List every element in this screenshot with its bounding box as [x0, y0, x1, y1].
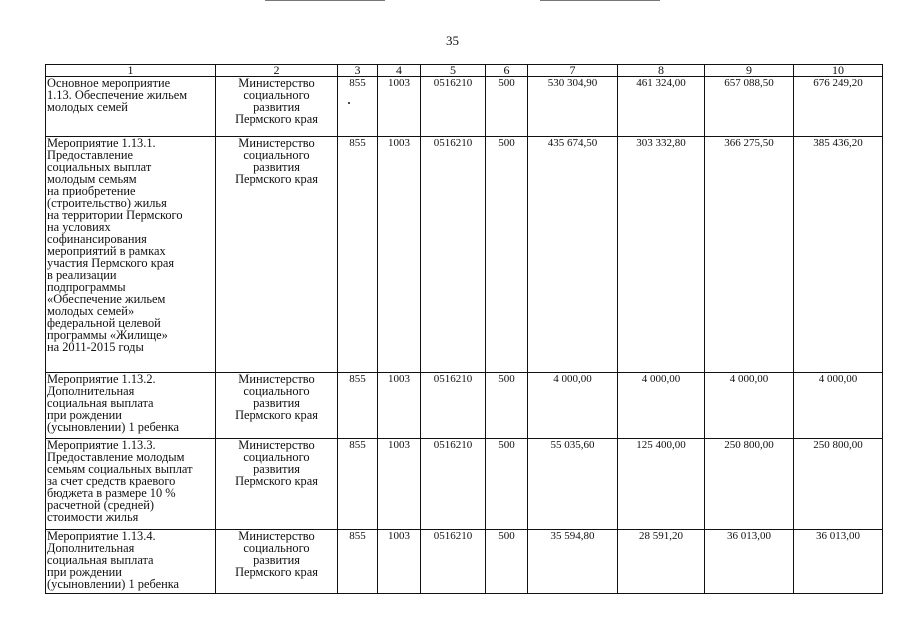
section-code-cell: 1003: [378, 77, 421, 137]
target-article-cell: 0516210: [421, 439, 486, 530]
activity-name-line: бюджета в размере 10 %: [47, 486, 176, 500]
top-border-left: [265, 0, 385, 1]
activity-name-line: Мероприятие 1.13.2.: [47, 372, 156, 386]
amount-cell: 55 035,60: [528, 439, 618, 530]
amount-cell: 366 275,50: [705, 137, 794, 373]
activity-name-line: Дополнительная: [47, 541, 135, 555]
amount-cell: 250 800,00: [705, 439, 794, 530]
activity-name-line: участия Пермского края: [47, 256, 175, 270]
activity-name-line: молодых семей»: [47, 304, 135, 318]
table-row: [46, 137, 883, 373]
activity-name-line: софинансирования: [47, 232, 147, 246]
ministry-line: Министерство: [238, 136, 315, 150]
activity-name-line: социальная выплата: [47, 553, 154, 567]
activity-name-line: 1.13. Обеспечение жильем: [47, 88, 188, 102]
activity-name-line: Предоставление: [47, 148, 133, 162]
activity-name-line: стоимости жилья: [47, 510, 139, 524]
activity-name-line: Мероприятие 1.13.3.: [47, 438, 156, 452]
amount-cell: 28 591,20: [618, 530, 705, 594]
header-row: [46, 65, 883, 77]
ministry-cell: [216, 373, 338, 439]
expense-type-cell: 500: [486, 530, 528, 594]
top-border-right: [540, 0, 660, 1]
amount-cell: 125 400,00: [618, 439, 705, 530]
amount-cell: 250 800,00: [794, 439, 883, 530]
ministry-line: социального: [243, 148, 310, 162]
activity-name-line: при рождении: [47, 565, 122, 579]
activity-name-line: федеральной целевой: [47, 316, 161, 330]
ministry-cell: [216, 137, 338, 373]
activity-name-cell: [46, 137, 216, 373]
activity-name-line: на 2011-2015 годы: [47, 340, 144, 354]
column-header: 9: [705, 65, 794, 77]
activity-name-line: Основное мероприятие: [47, 76, 171, 90]
column-header: 1: [46, 65, 216, 77]
ministry-line: социального: [243, 384, 310, 398]
column-header: 2: [216, 65, 338, 77]
amount-cell: 35 594,80: [528, 530, 618, 594]
target-article-cell: 0516210: [421, 530, 486, 594]
activity-name-line: на приобретение: [47, 184, 136, 198]
ministry-cell: [216, 77, 338, 137]
table-row: [46, 530, 883, 594]
ministry-line: развития: [253, 553, 300, 567]
activity-name-line: Мероприятие 1.13.4.: [47, 529, 156, 543]
amount-cell: 385 436,20: [794, 137, 883, 373]
ministry-cell: [216, 530, 338, 594]
activity-name-cell: [46, 530, 216, 594]
activity-name-line: Предоставление молодым: [47, 450, 185, 464]
expense-type-cell: 500: [486, 439, 528, 530]
ministry-line: Министерство: [238, 76, 315, 90]
activity-name-line: на условиях: [47, 220, 111, 234]
ministry-line: социального: [243, 88, 310, 102]
activity-name-line: Мероприятие 1.13.1.: [47, 136, 156, 150]
ministry-line: Пермского края: [235, 172, 318, 186]
ministry-line: Пермского края: [235, 474, 318, 488]
amount-cell: 530 304,90: [528, 77, 618, 137]
column-header: 5: [421, 65, 486, 77]
stray-dot-mark: [348, 102, 350, 104]
table-row: [46, 373, 883, 439]
expense-type-cell: 500: [486, 137, 528, 373]
activity-name-cell: [46, 373, 216, 439]
column-header: 3: [338, 65, 378, 77]
amount-cell: 303 332,80: [618, 137, 705, 373]
activity-name-cell: [46, 77, 216, 137]
ministry-line: социального: [243, 450, 310, 464]
ministry-line: Пермского края: [235, 408, 318, 422]
section-code-cell: 1003: [378, 137, 421, 373]
column-header: 10: [794, 65, 883, 77]
activity-name-line: за счет средств краевого: [47, 474, 176, 488]
column-header: 4: [378, 65, 421, 77]
activity-name-line: мероприятий в рамках: [47, 244, 166, 258]
ministry-line: развития: [253, 160, 300, 174]
department-code-cell: 855: [338, 439, 378, 530]
activity-name-line: «Обеспечение жильем: [47, 292, 166, 306]
amount-cell: 4 000,00: [794, 373, 883, 439]
target-article-cell: 0516210: [421, 373, 486, 439]
target-article-cell: 0516210: [421, 137, 486, 373]
ministry-line: развития: [253, 396, 300, 410]
amount-cell: 36 013,00: [705, 530, 794, 594]
activity-name-line: программы «Жилище»: [47, 328, 168, 342]
page-number: 35: [446, 33, 459, 48]
activity-name-line: социальных выплат: [47, 160, 152, 174]
activity-name-line: (усыновлении) 1 ребенка: [47, 577, 180, 591]
activity-name-line: молодым семьям: [47, 172, 137, 186]
amount-cell: 657 088,50: [705, 77, 794, 137]
ministry-line: социального: [243, 541, 310, 555]
ministry-line: развития: [253, 100, 300, 114]
column-header: 8: [618, 65, 705, 77]
amount-cell: 461 324,00: [618, 77, 705, 137]
amount-cell: 435 674,50: [528, 137, 618, 373]
ministry-line: Министерство: [238, 372, 315, 386]
amount-cell: 4 000,00: [705, 373, 794, 439]
department-code-cell: 855: [338, 137, 378, 373]
activity-name-line: (усыновлении) 1 ребенка: [47, 420, 180, 434]
ministry-line: Министерство: [238, 529, 315, 543]
activity-name-line: Дополнительная: [47, 384, 135, 398]
ministry-line: Министерство: [238, 438, 315, 452]
amount-cell: 676 249,20: [794, 77, 883, 137]
ministry-line: развития: [253, 462, 300, 476]
target-article-cell: 0516210: [421, 77, 486, 137]
activity-name-line: расчетной (средней): [47, 498, 154, 512]
column-header: 6: [486, 65, 528, 77]
activity-name-line: в реализации: [47, 268, 117, 282]
activity-name-line: социальная выплата: [47, 396, 154, 410]
ministry-line: Пермского края: [235, 112, 318, 126]
activity-name-line: молодых семей: [47, 100, 128, 114]
department-code-cell: 855: [338, 530, 378, 594]
activity-name-line: при рождении: [47, 408, 122, 422]
department-code-cell: 855: [338, 373, 378, 439]
activity-name-line: подпрограммы: [47, 280, 126, 294]
department-code-cell: 855: [338, 77, 378, 137]
section-code-cell: 1003: [378, 439, 421, 530]
ministry-line: Пермского края: [235, 565, 318, 579]
table-row: [46, 77, 883, 137]
section-code-cell: 1003: [378, 530, 421, 594]
amount-cell: 4 000,00: [528, 373, 618, 439]
amount-cell: 36 013,00: [794, 530, 883, 594]
amount-cell: 4 000,00: [618, 373, 705, 439]
activity-name-line: на территории Пермского: [47, 208, 183, 222]
section-code-cell: 1003: [378, 373, 421, 439]
ministry-cell: [216, 439, 338, 530]
table-row: [46, 439, 883, 530]
budget-table: [45, 64, 883, 594]
column-header: 7: [528, 65, 618, 77]
activity-name-cell: [46, 439, 216, 530]
expense-type-cell: 500: [486, 373, 528, 439]
expense-type-cell: 500: [486, 77, 528, 137]
activity-name-line: семьям социальных выплат: [47, 462, 193, 476]
activity-name-line: (строительство) жилья: [47, 196, 167, 210]
